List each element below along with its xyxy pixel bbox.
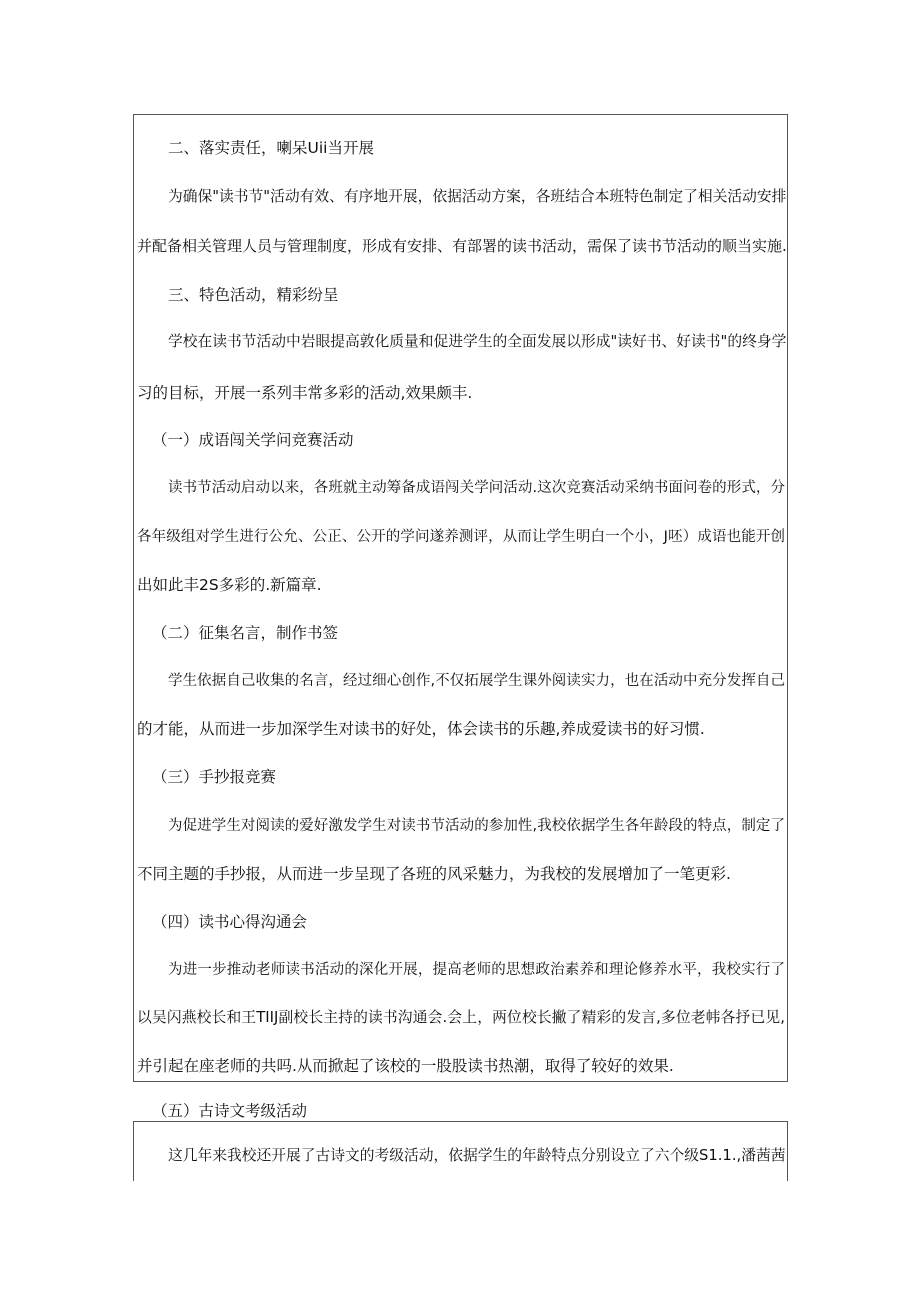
activity-two-heading: （二）征集名言，制作书签 bbox=[152, 624, 339, 642]
content-frame-upper bbox=[133, 114, 788, 1082]
section-two-paragraph-line: 为确保"读书节"活动有效、有序地开展，依据活动方案，各班结合本班特色制定了相关活动安排 bbox=[168, 188, 787, 205]
section-two-paragraph-line: 并配备相关管理人员与管理制度，形成有安排、有部署的读书活动，需保了读书节活动的顺当实施. bbox=[137, 237, 787, 255]
activity-one-paragraph-line: 读书节活动启动以来，各班就主动筹备成语闯关学问活动.这次竞赛活动采纳书面问卷的形式，分 bbox=[168, 480, 785, 496]
activity-one-paragraph-line: 出如此丰2S多彩的.新篇章. bbox=[137, 576, 322, 594]
section-three-paragraph-line: 习的目标，开展一系列丰常多彩的活动,效果颇丰. bbox=[137, 384, 473, 402]
section-two-heading: 二、落实责任，喇呆Uii当开展 bbox=[168, 139, 374, 157]
activity-two-paragraph-line: 学生依据自己收集的名言，经过细心创作,不仅拓展学生课外阅读实力，也在活动中充分发挥自己 bbox=[168, 673, 785, 689]
activity-five-heading: （五）古诗文考级活动 bbox=[152, 1102, 308, 1120]
section-three-heading: 三、特色活动，精彩纷呈 bbox=[168, 286, 339, 304]
activity-three-paragraph-line: 不同主题的手抄报，从而进一步呈现了各班的风采魅力，为我校的发展增加了一笔更彩. bbox=[137, 865, 731, 883]
activity-four-paragraph-line: 为进一步推动老师读书活动的深化开展，提高老师的思想政治素养和理论修养水平，我校实行了 bbox=[168, 962, 785, 978]
section-three-paragraph-line: 学校在读书节活动中岩眼提高敦化质量和促进学生的全面发展以形成"读好书、好读书"的终身学 bbox=[168, 333, 787, 350]
activity-two-paragraph-line: 的才能，从而进一步加深学生对读书的好处，体会读书的乐趣,养成爱读书的好习惯. bbox=[137, 720, 705, 738]
activity-three-heading: （三）手抄报竞赛 bbox=[152, 768, 277, 786]
activity-three-paragraph-line: 为促进学生对阅读的爱好激发学生对读书节活动的参加性,我校依据学生各年龄段的特点，制定了 bbox=[168, 818, 785, 834]
activity-one-paragraph-line: 各年级组对学生进行公允、公正、公开的学问遂养测评，从而让学生明白一个小，J呸）成语也能开创 bbox=[137, 529, 785, 545]
activity-five-paragraph-line: 这几年来我校还开展了古诗文的考级活动，依据学生的年龄特点分别设立了六个级S1.1.,潘茜茜 bbox=[168, 1147, 786, 1164]
activity-four-heading: （四）读书心得沟通会 bbox=[152, 913, 308, 931]
activity-four-paragraph-line: 并引起在座老师的共吗.从而掀起了该校的一股股读书热潮，取得了较好的效果. bbox=[137, 1057, 674, 1075]
activity-four-paragraph-line: 以吴闪燕校长和王TIIJ副校长主持的读书沟通会.会上，两位校长撇了精彩的发言,多位老帏各抒已见, bbox=[137, 1009, 785, 1026]
activity-one-heading: （一）成语闯关学问竞赛活动 bbox=[152, 431, 354, 449]
